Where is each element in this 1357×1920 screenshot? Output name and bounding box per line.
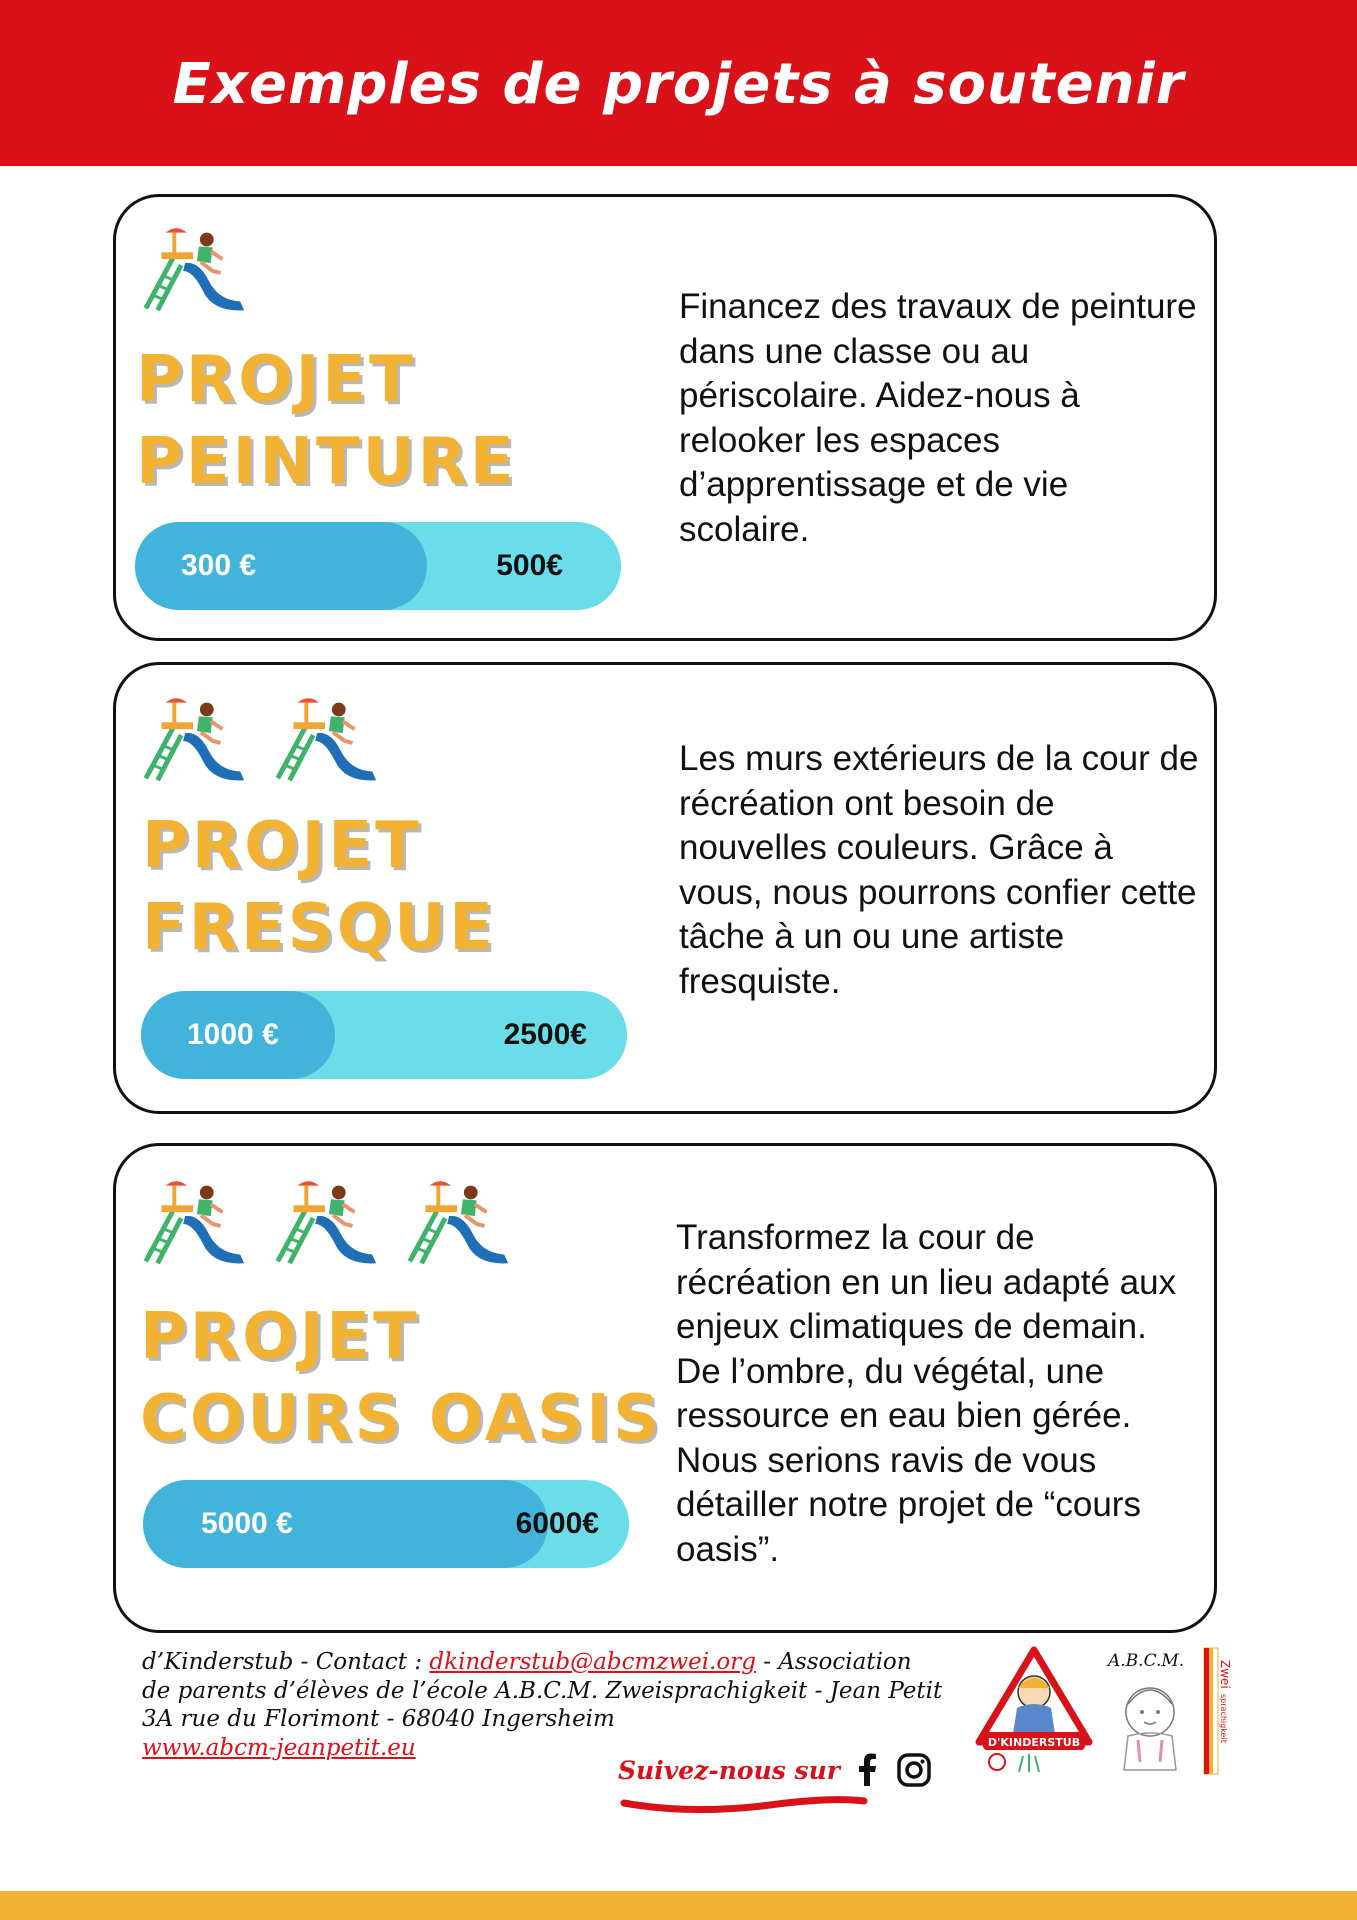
footer-line1 bbox=[142, 1648, 962, 1677]
contact-prefix: d’Kinderstub - Contact : bbox=[142, 1649, 430, 1675]
follow-label: Suivez-nous sur bbox=[618, 1755, 840, 1785]
progress-fill bbox=[135, 522, 427, 610]
email-link[interactable]: dkinderstub@abcmzwei.org bbox=[429, 1649, 756, 1675]
page-title: Exemples de projets à soutenir bbox=[172, 52, 1185, 117]
playground-slide-icon bbox=[266, 693, 384, 785]
zwei-logo-text: Zwei bbox=[1218, 1660, 1232, 1689]
funding-progress-bar bbox=[141, 991, 627, 1079]
website-link[interactable]: www.abcm-jeanpetit.eu bbox=[142, 1734, 416, 1761]
project-title-line2: FRESQUE bbox=[142, 891, 496, 965]
footer-line2: de parents d’élèves de l’école A.B.C.M. Zweisprachigkeit - Jean Petit bbox=[142, 1677, 943, 1704]
amount-raised: 5000 € bbox=[201, 1507, 293, 1540]
project-title bbox=[136, 339, 517, 503]
playground-slide-icon bbox=[134, 1176, 252, 1268]
follow-us bbox=[618, 1752, 932, 1788]
abcm-logo bbox=[1100, 1646, 1232, 1780]
playground-slide-icon bbox=[398, 1176, 516, 1268]
slide-icons bbox=[134, 1176, 516, 1268]
project-card-cours-oasis bbox=[113, 1143, 1217, 1633]
project-title bbox=[142, 805, 496, 969]
footer-contact bbox=[142, 1648, 962, 1762]
project-card-peinture bbox=[113, 194, 1217, 641]
project-description: Transformez la cour de récréation en un lieu adapté aux enjeux climatiques de demain. De l’ombre, du végétal, une ressource en eau bien gérée. Nous serions ravis de vous détailler notre projet de “cours oasis”. bbox=[676, 1218, 1177, 1569]
funding-progress-bar bbox=[143, 1480, 629, 1568]
project-title bbox=[140, 1296, 662, 1460]
funding-goal: 6000€ bbox=[515, 1507, 599, 1540]
funding-goal: 2500€ bbox=[503, 1018, 587, 1051]
playground-slide-icon bbox=[266, 1176, 384, 1268]
project-title-line2: COURS OASIS bbox=[140, 1382, 663, 1456]
project-description: Financez des travaux de peinture dans une classe ou au périscolaire. Aidez-nous à relooker les espaces d’apprentissage et de vie scolaire. bbox=[679, 287, 1197, 549]
kinderstub-logo-text: D'KINDERSTUB bbox=[987, 1736, 1081, 1749]
project-title-line1: PROJET bbox=[142, 809, 422, 883]
funding-progress-bar bbox=[135, 522, 621, 610]
abcm-logo-text: A.B.C.M. bbox=[1108, 1651, 1185, 1671]
slide-icons bbox=[134, 693, 384, 785]
facebook-icon[interactable] bbox=[850, 1752, 886, 1788]
amount-raised: 300 € bbox=[181, 549, 257, 582]
instagram-icon[interactable] bbox=[896, 1752, 932, 1788]
project-title-line1: PROJET bbox=[140, 1300, 420, 1374]
footer-address: 3A rue du Florimont - 68040 Ingersheim bbox=[142, 1706, 615, 1732]
amount-raised: 1000 € bbox=[187, 1018, 279, 1051]
sprachigkeit-logo-text: sprachigkeit bbox=[1219, 1694, 1228, 1743]
playground-slide-icon bbox=[134, 693, 252, 785]
association-suffix: - Association bbox=[755, 1649, 912, 1675]
project-description: Les murs extérieurs de la cour de récréation ont besoin de nouvelles couleurs. Grâce à vous, nous pourrons confier cette tâche à un ou une artiste fresquiste. bbox=[679, 739, 1199, 1001]
playground-slide-icon bbox=[134, 223, 252, 315]
underline-swoosh bbox=[620, 1789, 868, 1815]
funding-goal: 500€ bbox=[496, 549, 563, 582]
project-title-line2: PEINTURE bbox=[136, 425, 517, 499]
project-title-line1: PROJET bbox=[136, 343, 416, 417]
kinderstub-logo bbox=[975, 1646, 1093, 1778]
header-banner bbox=[0, 0, 1357, 166]
slide-icons bbox=[134, 223, 252, 315]
bottom-band bbox=[0, 1891, 1357, 1920]
project-card-fresque bbox=[113, 662, 1217, 1114]
